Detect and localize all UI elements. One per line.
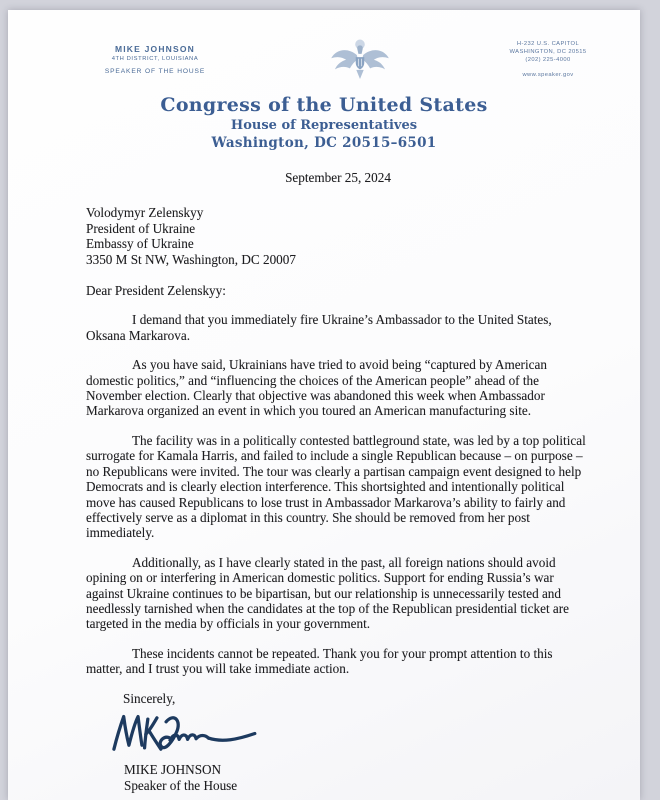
salutation: Dear President Zelenskyy: bbox=[86, 283, 226, 299]
office-address-line1: H-232 U.S. CAPITOL bbox=[516, 41, 580, 47]
paragraph-2: As you have said, Ukrainians have tried to avoid being “captured by American domestic politics,” and “influencing the choices of the American people” ahead of the November election. Clearly that objective was abandoned this week when Ambassador Markarova organized an event in which you toured an American manufacturing site. bbox=[86, 357, 547, 419]
mike-johnson-signature-icon bbox=[110, 710, 590, 762]
paragraph-5: These incidents cannot be repeated. Thank you for your prompt attention to this matter, and I trust you will take immediate action. bbox=[86, 645, 553, 677]
office-address-line2: WASHINGTON, DC 20515 bbox=[509, 49, 587, 55]
signature-block bbox=[116, 710, 590, 793]
paragraph-1: I demand that you immediately fire Ukraine’s Ambassador to the United States, Oksana Markarova. bbox=[86, 312, 552, 343]
sender-title: SPEAKER OF THE HOUSE bbox=[104, 68, 206, 75]
sender-district: 4TH DISTRICT, LOUISIANA bbox=[111, 56, 199, 62]
letter-body bbox=[86, 170, 590, 793]
recipient-name: Volodymyr Zelenskyy bbox=[86, 205, 204, 221]
office-phone: (202) 225-4000 bbox=[525, 57, 571, 63]
letterhead-sender-block bbox=[70, 44, 240, 75]
letter-page bbox=[8, 10, 640, 800]
letterhead-org-block bbox=[8, 94, 640, 151]
great-seal-eagle-icon bbox=[328, 32, 392, 94]
org-city-line: Washington, DC 20515–6501 bbox=[211, 135, 437, 151]
closing: Sincerely, bbox=[123, 690, 176, 706]
signature-name: MIKE JOHNSON bbox=[124, 762, 222, 778]
org-congress-line: Congress of the United States bbox=[160, 94, 488, 116]
letter-date: September 25, 2024 bbox=[285, 170, 391, 185]
signature-title: Speaker of the House bbox=[124, 777, 238, 793]
office-website: www.speaker.gov bbox=[522, 72, 574, 78]
paragraph-4: Additionally, as I have clearly stated in the past, all foreign nations should avoid opining on or interfering in American domestic politics. Support for ending Russia’s war against Ukraine continues to be bipartisan, but our relationship is unnecessarily tested and needlessly tarnished when the candidates at the top of the Republican presidential ticket are targeted in the media by officials in your government. bbox=[86, 554, 570, 632]
paragraph-3: The facility was in a politically contested battleground state, was led by a top political surrogate for Kamala Harris, and failed to include a single Republican because – on purpose – no Republicans were invited. The tour was clearly a partisan campaign event designed to help Democrats and is clearly election interference. This shortsighted and intentionally political move has caused Republicans to lose trust in Ambassador Markarova’s ability to fairly and effectively serve as a diplomat in this country. She should be removed from her post immediately. bbox=[86, 432, 586, 541]
recipient-title: President of Ukraine bbox=[86, 220, 196, 236]
org-house-line: House of Representatives bbox=[230, 118, 418, 133]
recipient-address: 3350 M St NW, Washington, DC 20007 bbox=[86, 251, 296, 267]
recipient-org: Embassy of Ukraine bbox=[86, 236, 194, 252]
letterhead-office-block bbox=[473, 40, 623, 79]
sender-name: MIKE JOHNSON bbox=[114, 44, 196, 54]
recipient-block bbox=[86, 205, 590, 267]
